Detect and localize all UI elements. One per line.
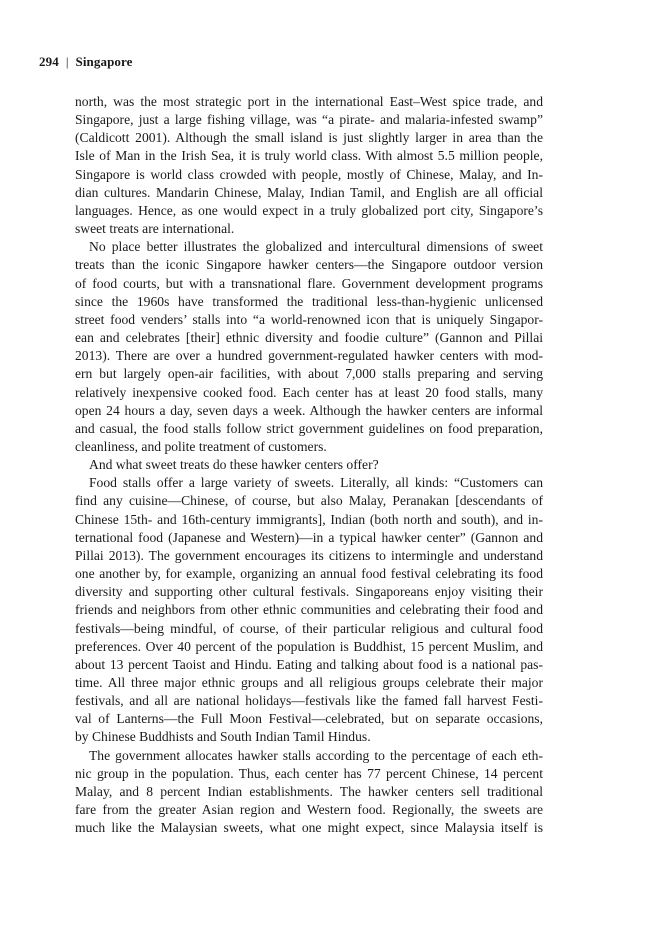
paragraph xyxy=(75,456,543,474)
text-line: relatively inexpensive cooked food. Each center has at least 20 food stalls, many xyxy=(75,384,543,400)
text-line: ern but largely open-air facilities, with about 7,000 stalls preparing and serving xyxy=(75,366,543,382)
paragraph xyxy=(75,747,543,838)
text-line: treats than the iconic Singapore hawker centers—the Singapore outdoor version xyxy=(75,257,543,273)
text-line: Isle of Man in the Irish Sea, it is truly world class. With almost 5.5 million people, xyxy=(75,148,543,164)
paragraph xyxy=(75,474,543,746)
text-line: one another by, for example, organizing an annual food festival celebrating its food xyxy=(75,566,543,582)
section-title: Singapore xyxy=(75,54,133,69)
text-line: 2013). There are over a hundred government-regulated hawker centers with mod- xyxy=(75,348,543,364)
text-line: north, was the most strategic port in the international East–West spice trade, and xyxy=(75,94,543,109)
text-line: Pillai 2013). The government encourages its citizens to intermingle and understand xyxy=(75,547,543,563)
text-line: preferences. Over 40 percent of the population is Buddhist, 15 percent Muslim, and xyxy=(75,638,543,654)
text-line: (Caldicott 2001). Although the small island is just slightly larger in area than the xyxy=(75,130,543,146)
text-line: No place better illustrates the globalized and intercultural dimensions of sweet xyxy=(89,239,543,255)
text-line: The government allocates hawker stalls according to the percentage of each eth- xyxy=(89,747,543,763)
page-number: 294 xyxy=(39,54,59,69)
text-line: diversity and supporting other cultural festivals. Singaporeans enjoy visiting their xyxy=(75,584,543,600)
text-line: languages. Hence, as one would expect in a truly globalized port city, Singapore’s xyxy=(75,202,543,218)
text-line: festivals—being mindful, of course, of their particular religious and cultural food xyxy=(75,620,543,636)
text-line: festivals, and all are national holidays—festivals like the famed fall harvest Festi- xyxy=(75,693,543,709)
text-line: and casual, the food stalls follow strict government guidelines on food preparation, xyxy=(75,420,543,436)
text-line: ternational food (Japanese and Western)—in a typical hawker center” (Gannon and xyxy=(75,529,543,545)
text-line: friends and neighbors from other ethnic communities and celebrating their food and xyxy=(75,602,543,618)
text-line: Food stalls offer a large variety of sweets. Literally, all kinds: “Customers can xyxy=(89,475,543,491)
text-line: since the 1960s have transformed the traditional less-than-hygienic unlicensed xyxy=(75,293,543,309)
text-line: dian cultures. Mandarin Chinese, Malay, Indian Tamil, and English are all official xyxy=(75,184,543,200)
text-line: cleanliness, and polite treatment of customers. xyxy=(75,438,327,454)
text-line: open 24 hours a day, seven days a week. Although the hawker centers are informal xyxy=(75,402,543,418)
body-text xyxy=(75,93,543,837)
text-line: Chinese 15th- and 16th-century immigrants], Indian (both north and south), and in- xyxy=(75,511,543,527)
paragraph xyxy=(75,93,543,238)
text-line: about 13 percent Taoist and Hindu. Eating and talking about food is a national pas- xyxy=(75,656,543,672)
text-line: Singapore is world class crowded with people, mostly of Chinese, Malay, and In- xyxy=(75,166,543,182)
text-line: Malay, and 8 percent Indian establishments. The hawker centers sell traditional xyxy=(75,783,543,799)
text-line: by Chinese Buddhists and South Indian Tamil Hindus. xyxy=(75,729,371,745)
text-line: nic group in the population. Thus, each center has 77 percent Chinese, 14 percent xyxy=(75,765,543,781)
running-head xyxy=(39,54,133,70)
text-line: val of Lanterns—the Full Moon Festival—celebrated, but on separate occasions, xyxy=(75,711,543,727)
text-line: And what sweet treats do these hawker centers offer? xyxy=(89,457,379,473)
text-line: of food courts, but with a transnational flare. Government development programs xyxy=(75,275,543,291)
paragraph xyxy=(75,238,543,456)
text-line: much like the Malaysian sweets, what one might expect, since Malaysia itself is xyxy=(75,820,543,836)
text-line: ean and celebrates [their] ethnic diversity and foodie culture” (Gannon and Pillai xyxy=(75,330,543,346)
text-line: find any cuisine—Chinese, of course, but also Malay, Peranakan [descendants of xyxy=(75,493,543,509)
text-line: sweet treats are international. xyxy=(75,221,235,237)
text-line: street food venders’ stalls into “a world-renowned icon that is uniquely Singapor- xyxy=(75,311,543,327)
text-line: Singapore, just a large fishing village, was “a pirate- and malaria-infested swamp” xyxy=(75,112,543,128)
text-line: time. All three major ethnic groups and all religious groups celebrate their major xyxy=(75,675,543,690)
header-separator: | xyxy=(65,54,69,69)
text-line: fare from the greater Asian region and Western food. Regionally, the sweets are xyxy=(75,802,543,818)
